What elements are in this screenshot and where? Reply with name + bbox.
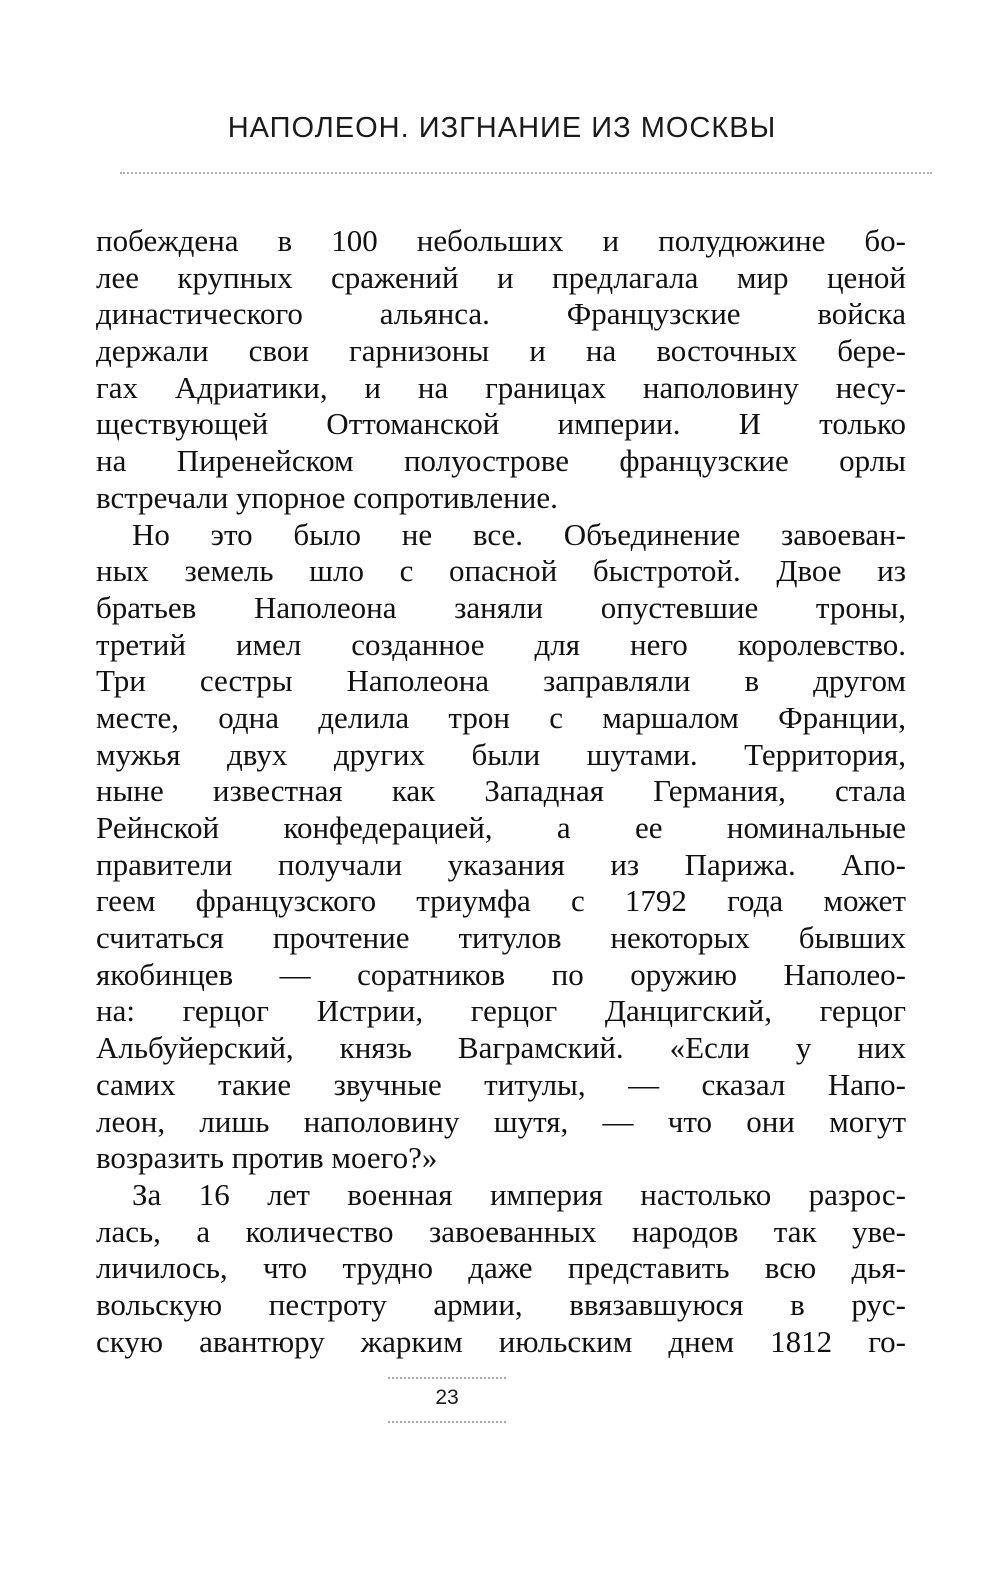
text-line: побеждена в 100 небольших и полудюжине бо- xyxy=(96,223,906,258)
header-rule xyxy=(120,172,932,174)
text-line: гах Адриатики, и на границах наполовину несу- xyxy=(96,369,906,405)
text-line: на: герцог Истрии, герцог Данцигский, герцог xyxy=(96,993,906,1029)
running-head: НАПОЛЕОН. ИЗГНАНИЕ ИЗ МОСКВЫ xyxy=(227,112,777,144)
text-line: Три сестры Наполеона заправляли в другом xyxy=(96,663,906,699)
text-line: династического альянса. Французские войска xyxy=(96,296,906,332)
text-line: ществующей Оттоманской империи. И только xyxy=(96,406,906,442)
text-line: встречали упорное сопротивление. xyxy=(96,479,558,515)
text-line: возразить против моего?» xyxy=(96,1140,438,1176)
text-line: ных земель шло с опасной быстротой. Двое из xyxy=(96,553,906,589)
text-line: самих такие звучные титулы, — сказал Напо- xyxy=(96,1066,906,1102)
folio-rule-bottom xyxy=(388,1421,506,1423)
text-line: Альбуйерский, князь Ваграмский. «Если у них xyxy=(96,1030,906,1066)
text-line: геем французского триумфа с 1792 года может xyxy=(96,883,906,919)
paragraph-first-line: Но это было не все. Объединение завоеван- xyxy=(132,516,906,552)
text-line: Рейнской конфедерацией, а ее номинальные xyxy=(96,810,906,845)
text-line: вольскую пестроту армии, ввязавшуюся в рус- xyxy=(96,1286,906,1322)
page-number: 23 xyxy=(435,1386,459,1409)
text-line: братьев Наполеона заняли опустевшие троны, xyxy=(96,589,906,625)
body-text xyxy=(96,223,906,1360)
text-line: лась, а количество завоеванных народов так уве- xyxy=(96,1213,906,1249)
text-line: месте, одна делила трон с маршалом Франции, xyxy=(96,699,906,735)
text-line: лее крупных сражений и предлагала мир ценой xyxy=(96,259,906,295)
text-line: на Пиренейском полуострове французские орлы xyxy=(96,443,906,479)
text-line: ныне известная как Западная Германия, стала xyxy=(96,773,906,809)
text-line: считаться прочтение титулов некоторых бывших xyxy=(96,920,906,956)
text-line: мужья двух других были шутами. Территория, xyxy=(96,736,906,772)
text-line: правители получали указания из Парижа. Апо- xyxy=(96,846,906,882)
text-line: леон, лишь наполовину шутя, — что они могут xyxy=(96,1103,906,1139)
folio-rule-top xyxy=(388,1377,506,1379)
paragraph-first-line: За 16 лет военная империя настолько разрос- xyxy=(132,1176,906,1212)
text-line: якобинцев — соратников по оружию Наполео- xyxy=(96,956,906,992)
text-line: скую авантюру жарким июльским днем 1812 го- xyxy=(96,1323,906,1359)
text-line: личилось, что трудно даже представить всю дья- xyxy=(96,1250,906,1286)
text-line: держали свои гарнизоны и на восточных бере- xyxy=(96,333,906,369)
text-line: третий имел созданное для него королевство. xyxy=(96,626,906,662)
